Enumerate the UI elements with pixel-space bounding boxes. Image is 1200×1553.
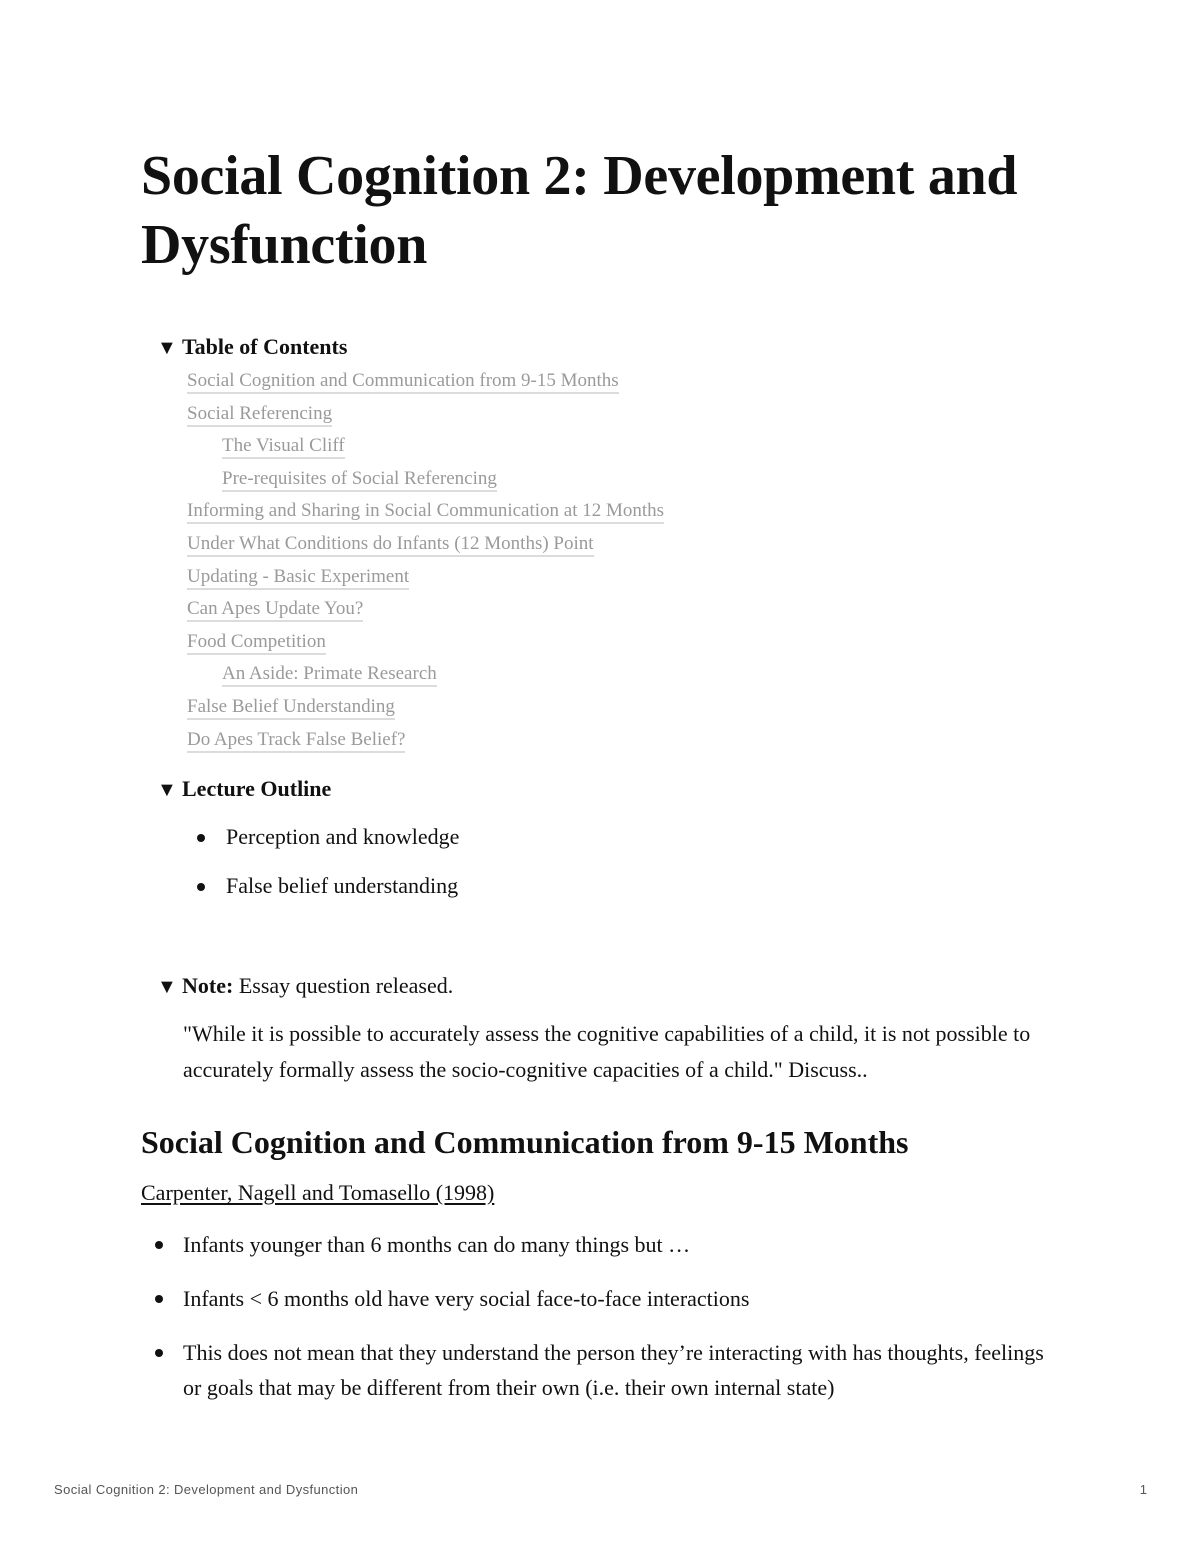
- list-item-text: False belief understanding: [226, 873, 459, 898]
- toc-item: [187, 694, 664, 727]
- toc-item: [187, 596, 664, 629]
- toc-item: [187, 629, 664, 662]
- bullet-icon: [197, 883, 205, 891]
- toc-list: [187, 368, 664, 759]
- outline-list: [197, 822, 459, 920]
- toc-item: [187, 433, 664, 466]
- toc-link[interactable]: Can Apes Update You?: [187, 598, 363, 622]
- toggle-triangle-icon[interactable]: ▼: [157, 779, 177, 801]
- list-item: [197, 871, 459, 920]
- list-item-text: Perception and knowledge: [226, 824, 460, 849]
- list-item: [155, 1281, 1055, 1316]
- bullet-icon: [155, 1295, 163, 1303]
- toggle-triangle-icon[interactable]: ▼: [157, 337, 177, 359]
- bullet-icon: [155, 1349, 163, 1357]
- toc-link[interactable]: Updating - Basic Experiment: [187, 566, 409, 590]
- toc-item: [187, 564, 664, 597]
- toc-item: [187, 498, 664, 531]
- page-title: Social Cognition 2: Development and Dysfunction: [141, 145, 1018, 276]
- page-number: 1: [1139, 1482, 1147, 1497]
- toc-link[interactable]: The Visual Cliff: [222, 435, 345, 459]
- toc-link[interactable]: Under What Conditions do Infants (12 Months) Point: [187, 533, 594, 557]
- list-item-text: Infants younger than 6 months can do many things but …: [183, 1232, 691, 1257]
- toc-item: [187, 401, 664, 434]
- toc-link[interactable]: Informing and Sharing in Social Communication at 12 Months: [187, 500, 664, 524]
- toc-link[interactable]: Social Cognition and Communication from 9-15 Months: [187, 370, 619, 394]
- toc-item: [187, 466, 664, 499]
- toc-link[interactable]: An Aside: Primate Research: [222, 663, 437, 687]
- toc-link[interactable]: Food Competition: [187, 631, 326, 655]
- toc-item: [187, 661, 664, 694]
- section-bullet-list: [155, 1227, 1055, 1424]
- bullet-icon: [155, 1241, 163, 1249]
- toc-link[interactable]: Social Referencing: [187, 403, 332, 427]
- note-text: Essay question released.: [233, 973, 454, 998]
- citation: Carpenter, Nagell and Tomasello (1998): [141, 1180, 495, 1205]
- toc-item: [187, 531, 664, 564]
- outline-heading: Lecture Outline: [182, 776, 332, 801]
- toc-link[interactable]: Pre-requisites of Social Referencing: [222, 468, 497, 492]
- section-heading: Social Cognition and Communication from 9-15 Months: [141, 1124, 909, 1160]
- bullet-icon: [197, 834, 205, 842]
- essay-question: "While it is possible to accurately assess the cognitive capabilities of a child, it is not possible to accurately formally assess the socio-cognitive capacities of a child." Discuss..: [183, 1021, 1031, 1082]
- list-item: [197, 822, 459, 871]
- toc-link[interactable]: False Belief Understanding: [187, 696, 395, 720]
- list-item: [155, 1335, 1055, 1405]
- note-label: Note:: [182, 973, 234, 998]
- list-item-text: Infants < 6 months old have very social face-to-face interactions: [183, 1286, 750, 1311]
- note-toggle[interactable]: [157, 972, 453, 1001]
- outline-toggle[interactable]: [157, 775, 331, 804]
- toc-item: [187, 727, 664, 760]
- toggle-triangle-icon[interactable]: ▼: [157, 976, 177, 998]
- footer-title: Social Cognition 2: Development and Dysfunction: [54, 1482, 359, 1497]
- toc-link[interactable]: Do Apes Track False Belief?: [187, 729, 405, 753]
- toc-item: [187, 368, 664, 401]
- toc-heading: Table of Contents: [182, 334, 348, 359]
- list-item: [155, 1227, 1055, 1262]
- toc-toggle[interactable]: [157, 333, 347, 362]
- list-item-text: This does not mean that they understand the person they’re interacting with has thoughts, feelings or goals that may be different from their own (i.e. their own internal state): [183, 1340, 1044, 1400]
